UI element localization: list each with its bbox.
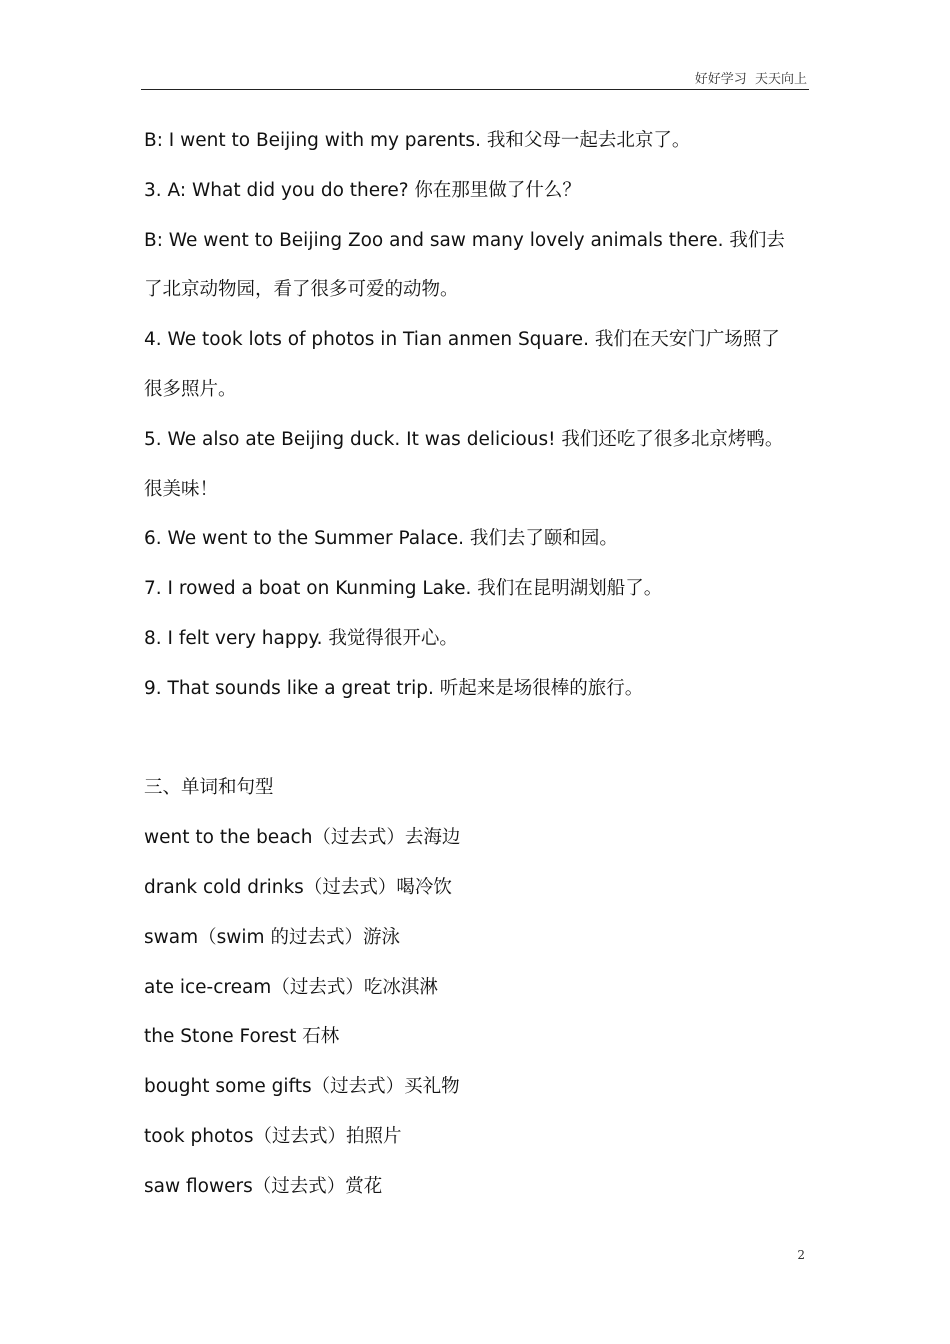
blank-line [144, 714, 814, 764]
vocab-item: ate ice-cream（过去式）吃冰淇淋 [144, 976, 438, 998]
dialogue-line: 很美味！ [144, 478, 219, 500]
dialogue-line: B: We went to Beijing Zoo and saw many lovely animals there. 我们去 [144, 229, 785, 251]
dialogue-line: B: I went to Beijing with my parents. 我和父母一起去北京了。 [144, 130, 691, 151]
dialogue-line: 3. A: What did you do there? 你在那里做了什么？ [144, 179, 581, 201]
dialogue-line: 6. We went to the Summer Palace. 我们去了颐和园。 [144, 528, 618, 550]
dialogue-line: 4. We took lots of photos in Tian anmen Square. 我们在天安门广场照了 [144, 329, 780, 351]
header-motto: 好好学习 天天向上 [694, 72, 807, 87]
dialogue-line: 很多照片。 [144, 378, 237, 400]
document-body [144, 116, 814, 1212]
dialogue-line: 8. I felt very happy. 我觉得很开心。 [144, 627, 458, 649]
dialogue-line: 5. We also ate Beijing duck. It was delicious! 我们还吃了很多北京烤鸭。 [144, 428, 784, 450]
page-header [141, 68, 809, 90]
vocab-item: took photos（过去式）拍照片 [144, 1125, 402, 1147]
vocab-item: the Stone Forest 石林 [144, 1026, 340, 1048]
dialogue-line: 7. I rowed a boat on Kunming Lake. 我们在昆明湖划船了。 [144, 578, 663, 600]
page-number: 2 [797, 1248, 805, 1262]
dialogue-line: 了北京动物园，看了很多可爱的动物。 [144, 279, 459, 301]
vocab-item: bought some gifts（过去式）买礼物 [144, 1076, 460, 1098]
dialogue-line: 9. That sounds like a great trip. 听起来是场很棒的旅行。 [144, 677, 644, 699]
vocab-item: saw flowers（过去式）赏花 [144, 1175, 383, 1197]
vocab-item: drank cold drinks（过去式）喝冷饮 [144, 876, 452, 898]
section-title: 三、单词和句型 [144, 777, 274, 799]
vocab-item: swam（swim 的过去式）游泳 [144, 926, 400, 948]
vocab-item: went to the beach（过去式）去海边 [144, 827, 461, 849]
